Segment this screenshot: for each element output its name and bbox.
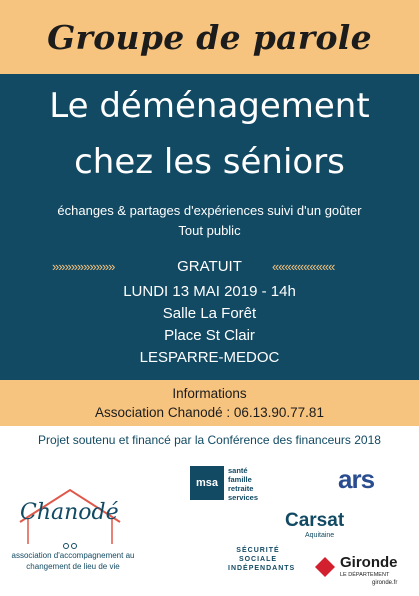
funding-note: Projet soutenu et financé par la Conférence des financeurs 2018 [38, 433, 381, 447]
main-panel [0, 74, 419, 380]
chanode-logo-text: Chanodé [20, 500, 119, 525]
msa-line-4: services [228, 493, 259, 502]
info-band [0, 380, 419, 426]
msa-line-3: retraite [228, 484, 254, 493]
title-band [0, 0, 419, 74]
msa-mark-icon: msa [190, 466, 224, 500]
event-venue: Salle La Forêt [162, 305, 257, 322]
subtitle: échanges & partages d'expériences suivi d'un goûter [57, 203, 362, 218]
msa-line-2: famille [228, 475, 252, 484]
carsat-logo [285, 510, 344, 539]
price-label: GRATUIT [177, 258, 242, 275]
gironde-sub: LE DÉPARTEMENT [340, 572, 390, 578]
audience: Tout public [178, 223, 241, 238]
carsat-text: Carsat [285, 510, 345, 531]
event-date: LUNDI 13 MAI 2019 - 14h [123, 283, 296, 300]
event-address: Place St Clair [164, 327, 255, 344]
price-row [0, 258, 419, 276]
headline-line-2: chez les séniors [74, 142, 345, 182]
msa-line-1: santé [228, 466, 248, 475]
event-city: LESPARRE-MEDOC [139, 349, 280, 366]
headline-line-1: Le déménagement [49, 86, 370, 126]
gironde-url: gironde.fr [372, 580, 398, 586]
ars-text: ars [338, 464, 375, 494]
info-heading: Informations [172, 386, 247, 401]
carsat-sub: Aquitaine [305, 532, 335, 539]
chevrons-right-icon: «««««««««« [272, 259, 335, 274]
chevrons-left-icon: »»»»»»»»»» [52, 259, 115, 274]
poster-title: Groupe de parole [47, 17, 372, 57]
chanode-description: association d'accompagnement au changement de lieu de vie [11, 551, 135, 571]
ars-logo [338, 464, 374, 495]
info-contact: Association Chanodé : 06.13.90.77.81 [95, 405, 324, 420]
gironde-mark-icon [314, 556, 336, 578]
gironde-text: Gironde [340, 554, 398, 571]
secu-logo: SÉCURITÉ SOCIALE INDÉPENDANTS [228, 547, 296, 572]
